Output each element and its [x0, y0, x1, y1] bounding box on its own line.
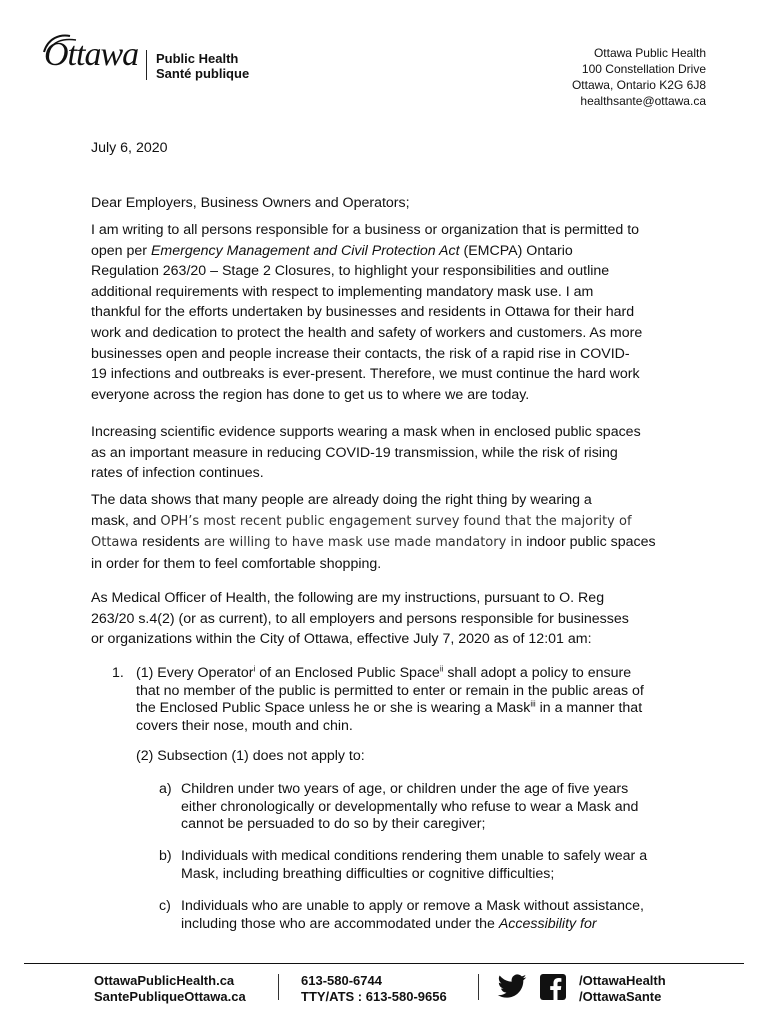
text-line: businesses open and people increase their contacts, the risk of a rapid rise in COVID- [91, 345, 630, 362]
text-line: that no member of the public is permitted to enter or remain in the public areas of [136, 682, 644, 699]
text-line: mask, and OPH’s most recent public engagement survey found that the majority of [91, 512, 632, 529]
footer-phone[interactable]: 613-580-6744 [301, 973, 382, 988]
paragraph-intro [91, 220, 691, 405]
text-line: Individuals who are unable to apply or remove a Mask without assistance, [181, 898, 644, 914]
text-line: including those who are accommodated under the Accessibility for [181, 915, 597, 932]
address-line: Ottawa, Ontario K2G 6J8 [571, 78, 706, 92]
department-name-en: Public Health [156, 51, 239, 66]
twitter-bird-icon[interactable] [496, 974, 528, 1000]
footnote-ref[interactable]: ii [439, 664, 444, 674]
text-line: as an important measure in reducing COVID-19 transmission, while the risk of rising [91, 444, 618, 461]
text-line: (1) Every Operator$^i$ of an Enclosed Public Space$^{ii}$ shall adopt a policy to ensure [136, 664, 632, 681]
paragraph-instructions [91, 588, 691, 650]
subitem-label: a) [159, 781, 172, 797]
text-line: or organizations within the City of Ottawa, effective July 7, 2020 as of 12:01 am: [91, 631, 592, 648]
text-line: in order for them to feel comfortable shopping. [91, 555, 382, 572]
department-name-fr: Santé publique [156, 66, 250, 81]
footer-social-fr[interactable]: /OttawaSante [579, 989, 662, 1004]
list-item-1 [136, 665, 691, 735]
paragraph-survey [91, 490, 691, 574]
address-line: Ottawa Public Health [593, 46, 706, 60]
act-title: Accessibility for [498, 915, 597, 932]
text-line: everyone across the region has done to get us to where we are today. [91, 386, 530, 403]
footer-divider [24, 963, 744, 964]
salutation: Dear Employers, Business Owners and Operators; [91, 195, 410, 211]
footer-tty[interactable]: TTY/ATS : 613-580-9656 [301, 989, 447, 1004]
text-line: 263/20 s.4(2) (or as current), to all employers and persons responsible for businesses [91, 610, 629, 627]
footer-website-en[interactable]: OttawaPublicHealth.ca [94, 973, 235, 988]
text-line: cannot be persuaded to do so by their caregiver; [181, 816, 486, 832]
subitem-a [181, 781, 691, 834]
text-line: either chronologically or developmentally who refuse to wear a Mask and [181, 798, 639, 815]
text-line: Children under two years of age, or children under the age of five years [181, 781, 629, 797]
letter-date: July 6, 2020 [91, 140, 168, 156]
text-line: covers their nose, mouth and chin. [136, 717, 353, 734]
text-line: additional requirements with respect to implementing mandatory mask use. I am [91, 283, 594, 300]
subitem-label: c) [159, 898, 171, 914]
text-line: open per Emergency Management and Civil Protection Act (EMCPA) Ontario [91, 242, 573, 259]
text-line: Increasing scientific evidence supports wearing a mask when in enclosed public spaces [91, 424, 641, 440]
text-line: Mask, including breathing difficulties or cognitive difficulties; [181, 865, 555, 882]
footer-website-fr[interactable]: SantePubliqueOttawa.ca [94, 989, 246, 1004]
text-line: The data shows that many people are already doing the right thing by wearing a [91, 492, 592, 508]
subitem-label: b) [159, 848, 172, 864]
text-line: As Medical Officer of Health, the following are my instructions, pursuant to O. Reg [91, 590, 605, 606]
address-line: 100 Constellation Drive [581, 62, 706, 76]
ottawa-logo: Ottawa [44, 36, 139, 73]
facebook-f-icon[interactable] [540, 974, 566, 1000]
text-line: rates of infection continues. [91, 465, 264, 482]
address-email: healthsante@ottawa.ca [580, 94, 706, 108]
footer-social-en[interactable]: /OttawaHealth [579, 973, 666, 988]
sender-address [572, 45, 706, 109]
subsection-2: (2) Subsection (1) does not apply to: [136, 748, 365, 764]
text-line: Ottawa residents are willing to have mask use made mandatory in indoor public spaces [91, 534, 656, 551]
text-line: work and dedication to protect the health and safety of workers and customers. As more [91, 324, 643, 341]
subitem-c [181, 898, 691, 933]
text-line: thankful for the efforts undertaken by businesses and residents in Ottawa for their hard [91, 304, 635, 321]
act-title: Emergency Management and Civil Protection Act [150, 242, 460, 259]
text-line: the Enclosed Public Space unless he or she is wearing a Mask$^{iii}$ in a manner that [136, 699, 643, 716]
text-line: Individuals with medical conditions rendering them unable to safely wear a [181, 848, 648, 864]
subitem-b [181, 848, 691, 883]
text-line: I am writing to all persons responsible for a business or organization that is permitted to [91, 222, 640, 238]
text-line: 19 infections and outbreaks is ever-present. Therefore, we must continue the hard work [91, 366, 640, 383]
paragraph-evidence [91, 422, 691, 484]
footnote-ref[interactable]: iii [530, 699, 536, 709]
text-line: Regulation 263/20 – Stage 2 Closures, to highlight your responsibilities and outline [91, 263, 610, 280]
list-number: 1. [112, 665, 124, 681]
footnote-ref[interactable]: i [253, 664, 256, 674]
footer-divider [278, 974, 279, 1000]
footer-divider [478, 974, 479, 1000]
logo-divider [146, 50, 147, 80]
